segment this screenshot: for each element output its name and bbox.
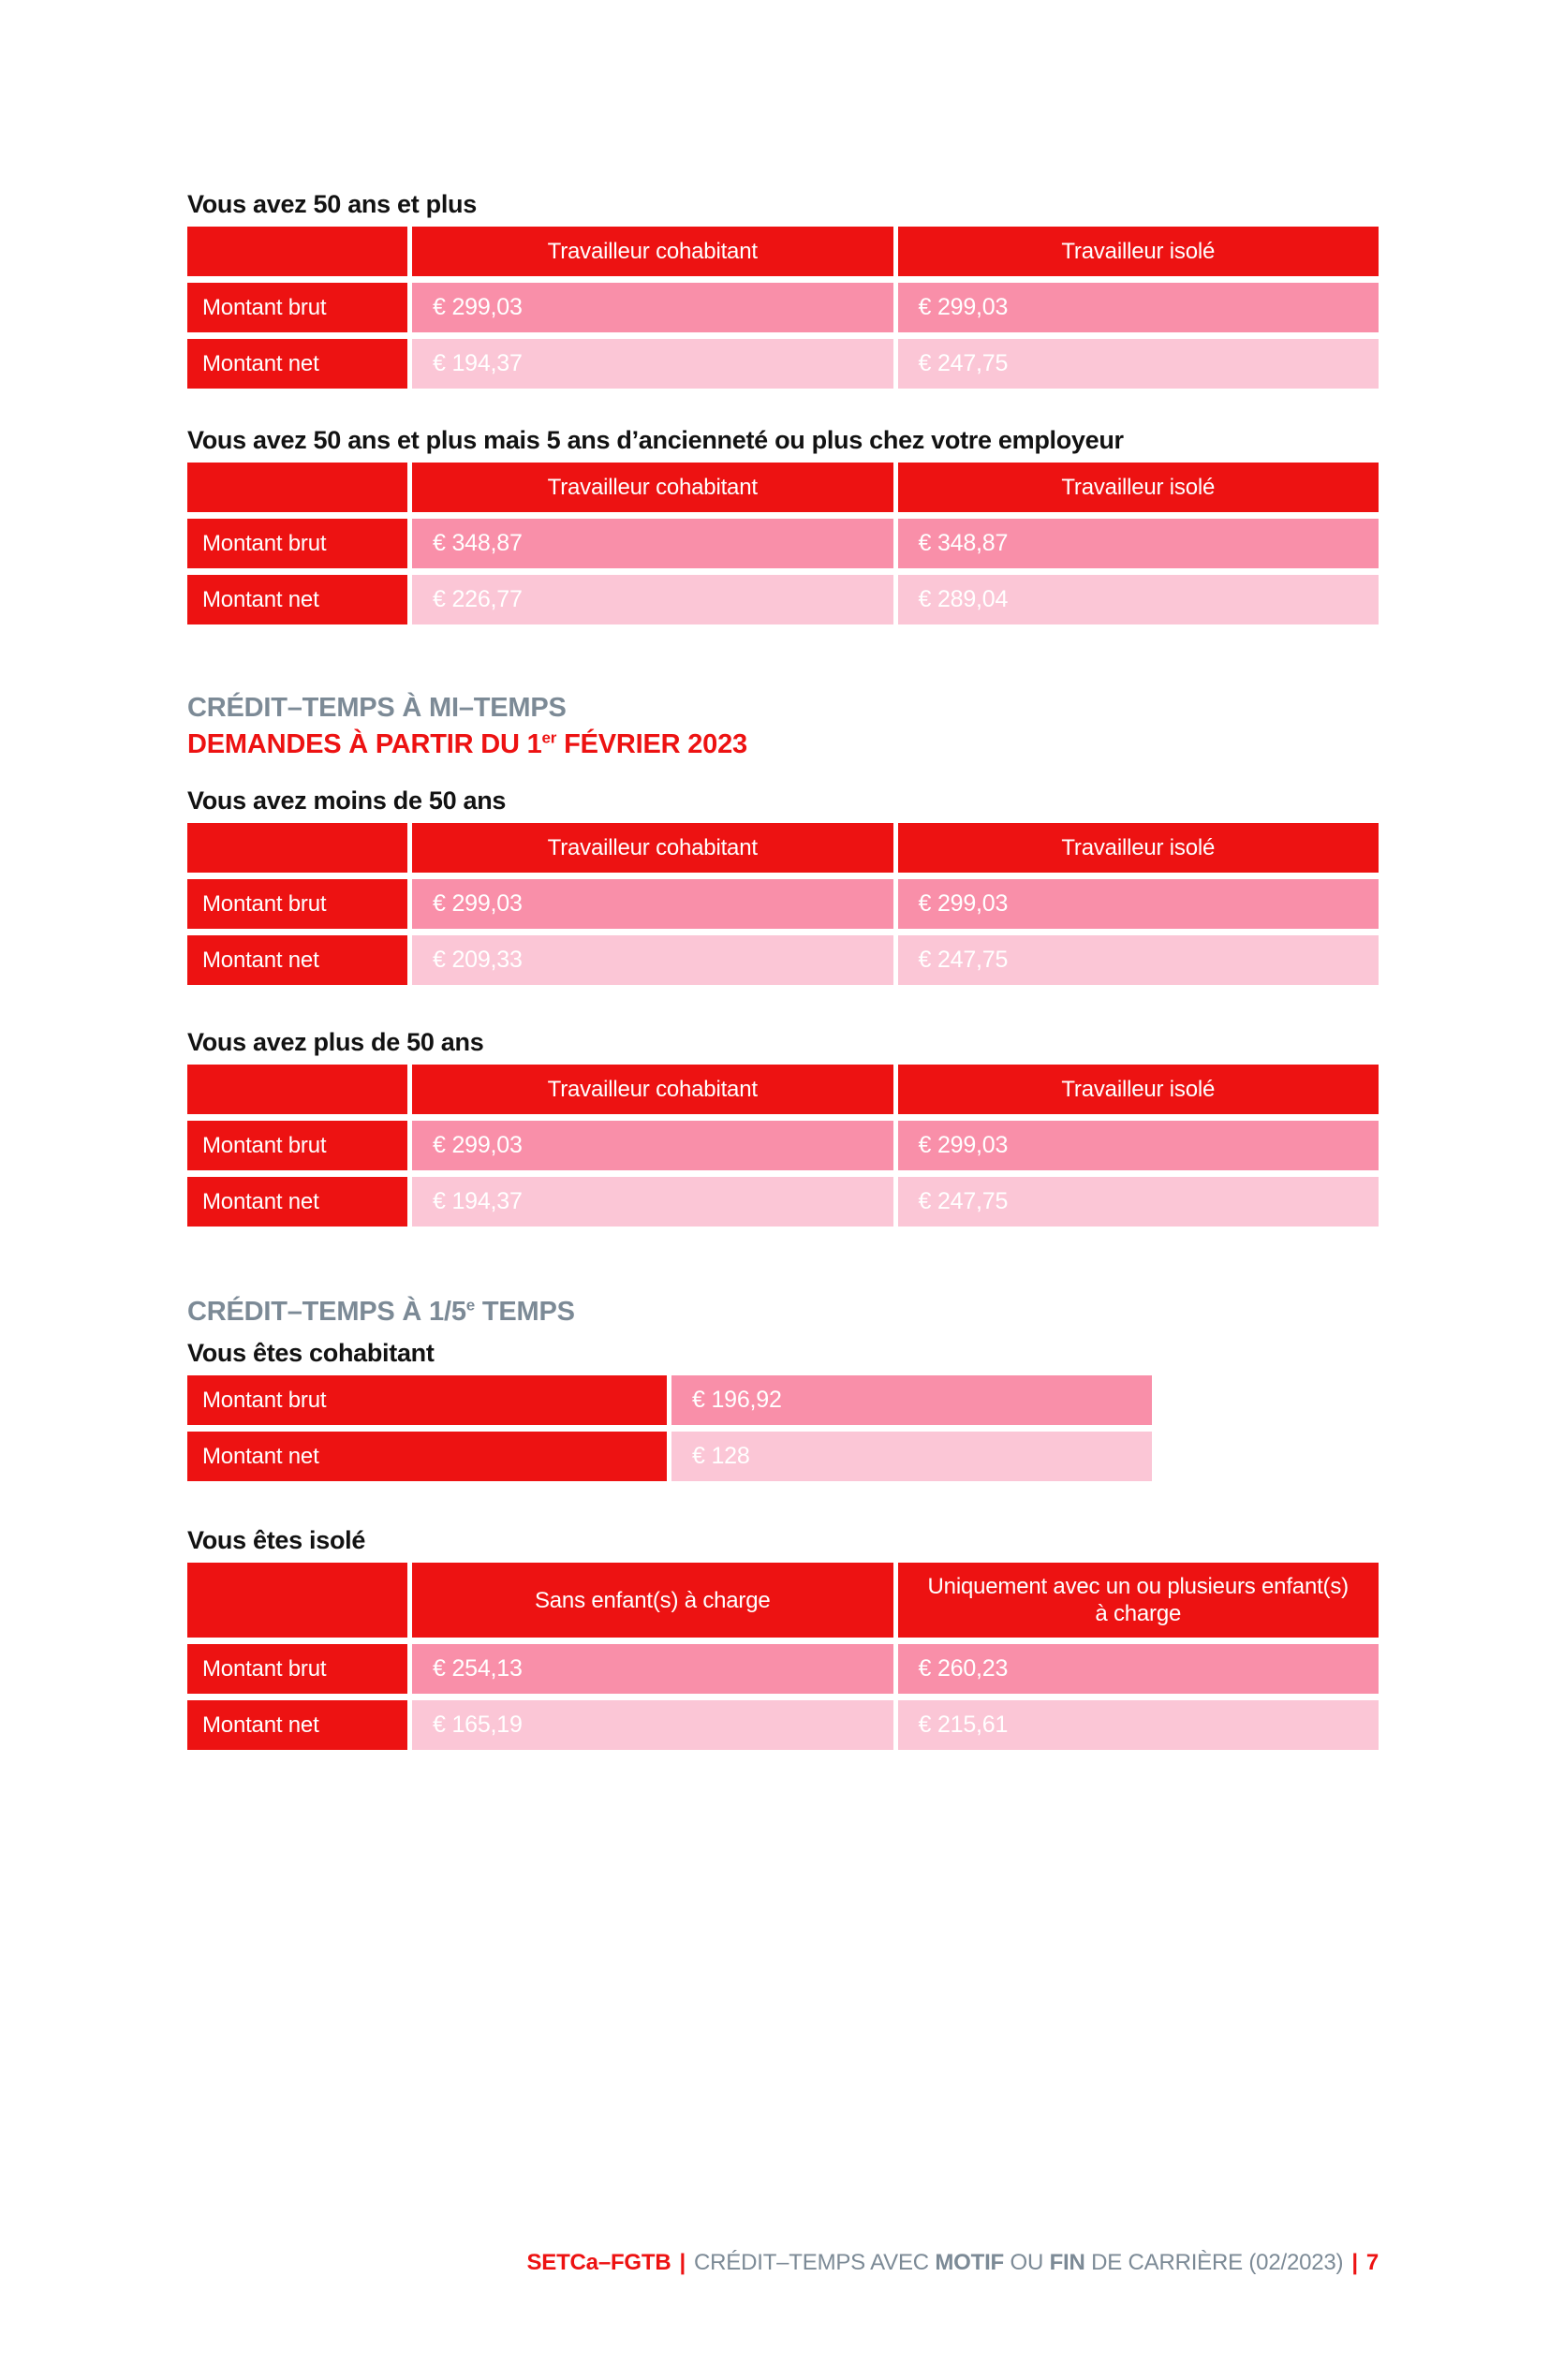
row-label: Montant net [187,935,407,985]
table-header-row [187,1563,1379,1638]
row-label: Montant brut [187,283,407,332]
table-plus-50 [187,1065,1379,1227]
table-50-plus [187,227,1379,389]
table-row-brut [187,519,1379,568]
table-isole [187,1563,1379,1750]
section-title-plus-50: Vous avez plus de 50 ans [187,1028,484,1056]
value-cell: € 226,77 [412,575,893,624]
table-row-net [187,575,1379,624]
value-cell: € 348,87 [898,519,1379,568]
heading-credit-temps-mi-temps: CRÉDIT–TEMPS À MI–TEMPS [187,693,567,723]
value-cell: € 299,03 [412,1121,893,1170]
row-label: Montant net [187,1700,407,1750]
value-cell: € 194,37 [412,339,893,389]
value-cell: € 299,03 [898,1121,1379,1170]
row-label: Montant net [187,1177,407,1227]
heading-fifth-post: TEMPS [475,1297,575,1327]
row-label: Montant brut [187,1375,667,1425]
table-cohabitant [187,1375,1152,1481]
table-header-row [187,1065,1379,1114]
column-header-isole: Travailleur isolé [898,227,1379,276]
value-cell: € 348,87 [412,519,893,568]
heading-demandes-superscript: er [541,728,557,747]
value-cell: € 254,13 [412,1644,893,1694]
heading-demandes-pre: DEMANDES À PARTIR DU 1 [187,729,542,759]
column-header-avec-enfant: Uniquement avec un ou plusieurs enfant(s) à charge [898,1563,1379,1638]
heading-fifth-superscript: e [465,1296,476,1315]
column-header-cohabitant: Travailleur cohabitant [412,1065,893,1114]
table-header-row [187,227,1379,276]
table-row-net [187,1177,1379,1227]
table-row-brut [187,1644,1379,1694]
table-row-net [187,935,1379,985]
value-cell: € 299,03 [412,879,893,929]
row-label: Montant brut [187,879,407,929]
table-corner-cell [187,1065,407,1114]
footer-doc-title-part: DE CARRIÈRE (02/2023) [1084,2250,1344,2275]
section-title-cohabitant: Vous êtes cohabitant [187,1339,435,1367]
value-cell: € 299,03 [412,283,893,332]
footer-separator: | [1351,2250,1358,2275]
table-row-brut [187,879,1379,929]
value-cell: € 215,61 [898,1700,1379,1750]
table-corner-cell [187,227,407,276]
value-cell: € 128 [671,1432,1152,1481]
row-label: Montant brut [187,1644,407,1694]
column-header-cohabitant: Travailleur cohabitant [412,823,893,873]
column-header-sans-enfant: Sans enfant(s) à charge [412,1563,893,1638]
footer-doc-title-part: OU [1004,2250,1050,2275]
section-title-moins-50: Vous avez moins de 50 ans [187,786,507,815]
heading-demandes-fevrier-2023 [187,728,1379,760]
section-title-isole: Vous êtes isolé [187,1526,366,1554]
footer-doc-title-part: FIN [1049,2250,1085,2275]
value-cell: € 247,75 [898,935,1379,985]
table-corner-cell [187,1563,407,1638]
value-cell: € 194,37 [412,1177,893,1227]
value-cell: € 289,04 [898,575,1379,624]
row-label: Montant net [187,1432,667,1481]
section-title-50-plus: Vous avez 50 ans et plus [187,190,477,218]
table-50-plus-anciennete [187,463,1379,624]
table-header-row [187,823,1379,873]
value-cell: € 260,23 [898,1644,1379,1694]
heading-demandes-post: FÉVRIER 2023 [556,729,747,759]
footer-doc-title-part: CRÉDIT–TEMPS AVEC [694,2250,936,2275]
heading-credit-temps-un-cinquieme [187,1296,1379,1328]
table-corner-cell [187,463,407,512]
table-row-brut [187,1375,1152,1425]
row-label: Montant brut [187,519,407,568]
table-moins-50 [187,823,1379,985]
table-row-net [187,1700,1379,1750]
value-cell: € 299,03 [898,879,1379,929]
value-cell: € 247,75 [898,1177,1379,1227]
table-row-net [187,339,1379,389]
table-corner-cell [187,823,407,873]
value-cell: € 209,33 [412,935,893,985]
value-cell: € 247,75 [898,339,1379,389]
footer-page-number: 7 [1365,2250,1379,2275]
table-row-brut [187,283,1379,332]
footer-org: SETCa–FGTB [526,2250,671,2275]
row-label: Montant net [187,575,407,624]
heading-fifth-pre: CRÉDIT–TEMPS À 1/5 [187,1297,466,1327]
value-cell: € 165,19 [412,1700,893,1750]
page-content [187,190,1379,1750]
column-header-cohabitant: Travailleur cohabitant [412,463,893,512]
column-header-isole: Travailleur isolé [898,1065,1379,1114]
row-label: Montant net [187,339,407,389]
footer-separator: | [679,2250,686,2275]
table-row-brut [187,1121,1379,1170]
page-footer [526,2250,1379,2276]
column-header-isole: Travailleur isolé [898,823,1379,873]
value-cell: € 299,03 [898,283,1379,332]
column-header-cohabitant: Travailleur cohabitant [412,227,893,276]
table-header-row [187,463,1379,512]
footer-doc-title-part: MOTIF [935,2250,1005,2275]
table-row-net [187,1432,1152,1481]
column-header-isole: Travailleur isolé [898,463,1379,512]
value-cell: € 196,92 [671,1375,1152,1425]
row-label: Montant brut [187,1121,407,1170]
section-title-50-plus-anciennete: Vous avez 50 ans et plus mais 5 ans d’ancienneté ou plus chez votre employeur [187,426,1124,454]
